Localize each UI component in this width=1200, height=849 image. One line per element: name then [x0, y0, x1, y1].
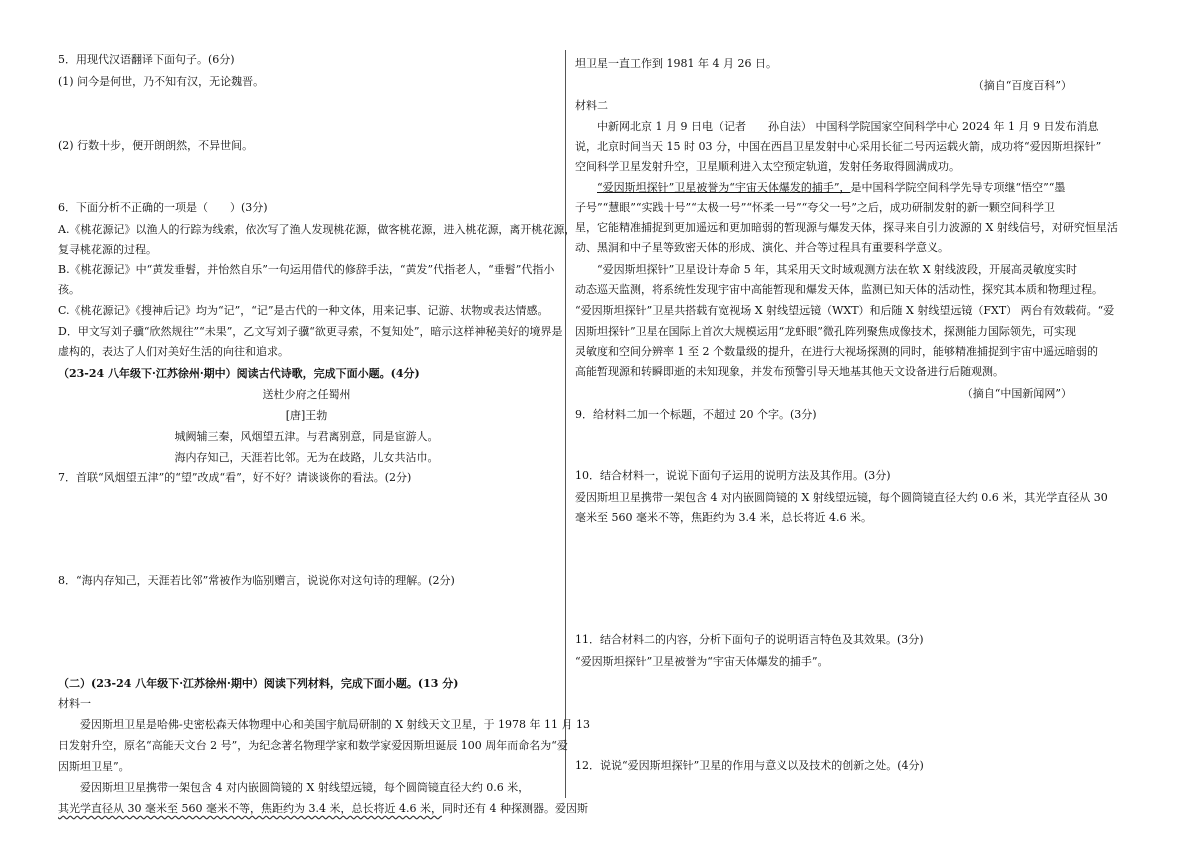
material-2-label: 材料二 [575, 99, 608, 112]
question-12: 12．说说“爱因斯坦探针”卫星的作用与意义以及技术的创新之处。(4分) [575, 759, 924, 772]
poem-line-1: 城阙辅三秦，风烟望五津。与君离别意，同是宦游人。 [174, 430, 439, 443]
material-2-para-2-line-2: 子号”“慧眼”“实践十号”“太极一号”“怀柔一号”“夸父一号”之后，成功研制发射的新一颗空间科学卫 [575, 201, 1055, 214]
material-2-para-2 [575, 180, 1065, 196]
material-2-para-2-rest: 是中国科学院空间科学先导专项继“悟空”“墨 [850, 181, 1066, 194]
question-6-option-c: C.《桃花源记》《搜神后记》均为“记”，“记”是古代的一种文体，用来记事、记游、状物或表达情感。 [58, 304, 549, 317]
material-1-para-1-cont: 日发射升空，原名“高能天文台 2 号”，为纪念著名物理学家和数学家爱因斯坦诞辰 100 周年而命名为“爱 [58, 739, 568, 752]
section-2-heading: （二）(23-24 八年级下·江苏徐州·期中）阅读下列材料，完成下面小题。(13 分) [58, 677, 459, 690]
material-2-para-4-line-3: 灵敏度和空间分辨率 1 至 2 个数量级的提升，在进行大视场探测的同时，能够精准捕捉到宇宙中遥远暗弱的 [575, 345, 1098, 358]
material-1-para-1: 爱因斯坦卫星是哈佛-史密松森天体物理中心和美国宇航局研制的 X 射线天文卫星，于 1978 年 11 月 13 [80, 718, 591, 731]
question-5-item-2: (2) 行数十步，便开朗朗然，不异世间。 [58, 139, 254, 152]
material-2-para-3: “爱因斯坦探针”卫星设计寿命 5 年，其采用天文时域观测方法在软 X 射线波段，开展高灵敏度实时 [597, 263, 1078, 276]
material-1-continuation: 坦卫星一直工作到 1981 年 4 月 26 日。 [575, 57, 777, 70]
material-2-para-4-line-4: 高能暂现源和转瞬即逝的未知现象，并发布预警引导天地基其他天文设备进行后随观测。 [575, 365, 1004, 378]
material-2-underlined-sentence: “爱因斯坦探针”卫星被誉为“宇宙天体爆发的捕手”， [597, 181, 851, 194]
material-2-para-2-line-3: 星，它能精准捕捉到更加遥远和更加暗弱的暂现源与爆发天体，探寻来自引力波源的 X 射线信号，对研究恒星活 [575, 221, 1118, 234]
question-6-option-b: B.《桃花源记》中“黄发垂髫，并怡然自乐”一句运用借代的修辞手法，“黄发”代指老人，“垂髫”代指小 [58, 263, 555, 276]
question-11-quote: “爱因斯坦探针”卫星被誉为“宇宙天体爆发的捕手”。 [575, 655, 829, 668]
question-8: 8．“海内存知己，天涯若比邻”常被作为临别赠言，说说你对这句诗的理解。(2分) [58, 574, 455, 587]
poem-author: [唐]王勃 [285, 409, 328, 422]
material-1-para-2 [58, 780, 529, 796]
question-7: 7．首联“风烟望五津”的“望”改成“看”，好不好？请谈谈你的看法。(2分) [58, 471, 412, 484]
material-2-para-1-end: 空间科学卫星发射升空，卫星顺利进入太空预定轨道，发射任务取得圆满成功。 [575, 160, 960, 173]
source-note-2: （摘自“中国新闻网”） [961, 387, 1072, 400]
material-1-label: 材料一 [58, 697, 91, 710]
material-2-para-3-line-2: 动态巡天监测，将系统性发现宇宙中高能暂现和爆发天体，监测已知天体的活动性，探究其本质和物理过程。 [575, 283, 1103, 296]
poem-line-2: 海内存知己，天涯若比邻。无为在歧路，儿女共沾巾。 [174, 451, 439, 464]
poem-title: 送杜少府之任蜀州 [262, 388, 351, 401]
question-6-option-a: A.《桃花源记》以渔人的行踪为线索，依次写了渔人发现桃花源，做客桃花源，进入桃花源，离开桃花源， [58, 223, 576, 236]
question-6-option-b-cont: 孩。 [58, 283, 80, 296]
question-9: 9．给材料二加一个标题，不超过 20 个字。(3分) [575, 408, 817, 421]
material-2-para-1: 中新网北京 1 月 9 日电（记者 孙自法） 中国科学院国家空间科学中心 2024 年 1 月 9 日发布消息 [597, 120, 1099, 133]
question-6-option-d: D．甲文写刘子骥“欣然规往”“未果”，乙文写刘子骥“欲更寻索，不复知处”，暗示这样神秘美好的境界是 [58, 325, 563, 338]
material-2-para-1-cont: 说，北京时间当天 15 时 03 分，中国在西昌卫星发射中心采用长征二号丙运载火箭，成功将“爱因斯坦探针” [575, 140, 1102, 153]
material-1-para-1-end: 因斯坦卫星”。 [58, 760, 130, 773]
question-10-quote-cont: 毫米至 560 毫米不等，焦距约为 3.4 米，总长将近 4.6 米。 [575, 511, 872, 524]
material-1-para-2-cont [58, 801, 588, 817]
material-1-para-2-tail: 同时还有 4 种探测器。爱因斯 [441, 802, 588, 815]
material-2-para-4: “爱因斯坦探针”卫星共搭载有宽视场 X 射线望远镜（WXT）和后随 X 射线望远镜（FXT） 两台有效载荷。“爱 [575, 304, 1115, 317]
material-2-para-2-line-4: 动、黑洞和中子星等致密天体的形成、演化、并合等过程具有重要科学意义。 [575, 241, 949, 254]
poem-section-intro: （23-24 八年级下·江苏徐州·期中）阅读古代诗歌，完成下面小题。(4分) [58, 367, 420, 380]
question-10: 10．结合材料一，说说下面句子运用的说明方法及其作用。(3分) [575, 469, 891, 482]
question-10-quote: 爱因斯坦卫星携带一架包含 4 对内嵌圆筒镜的 X 射线望远镜，每个圆筒镜直径大约 0.6 米，其光学直径从 30 [575, 491, 1108, 504]
material-2-para-4-line-2: 因斯坦探针”卫星在国际上首次大规模运用“龙虾眼”微孔阵列聚焦成像技术，探测能力国际领先，可实现 [575, 325, 1076, 338]
question-5-item-1: (1) 问今是何世，乃不知有汉，无论魏晋。 [58, 75, 265, 88]
material-1-underlined-text: 其光学直径从 30 毫米至 560 毫米不等，焦距约为 3.4 米，总长将近 4.6 米， [58, 802, 442, 815]
column-divider [565, 50, 566, 798]
material-1-para-2-lead: 爱因斯坦卫星携带一架包含 4 对内嵌圆筒镜的 X 射线望远镜，每个圆筒镜直径大约 0.6 米， [80, 781, 530, 794]
question-5: 5．用现代汉语翻译下面句子。(6分) [58, 53, 235, 66]
question-6-option-d-cont: 虚构的，表达了人们对美好生活的向往和追求。 [58, 345, 289, 358]
source-note-1: （摘自“百度百科”） [972, 79, 1072, 92]
question-6: 6．下面分析不正确的一项是（ ）(3分) [58, 201, 268, 214]
question-6-option-a-cont: 复寻桃花源的过程。 [58, 243, 157, 256]
question-11: 11．结合材料二的内容，分析下面句子的说明语言特色及其效果。(3分) [575, 633, 924, 646]
